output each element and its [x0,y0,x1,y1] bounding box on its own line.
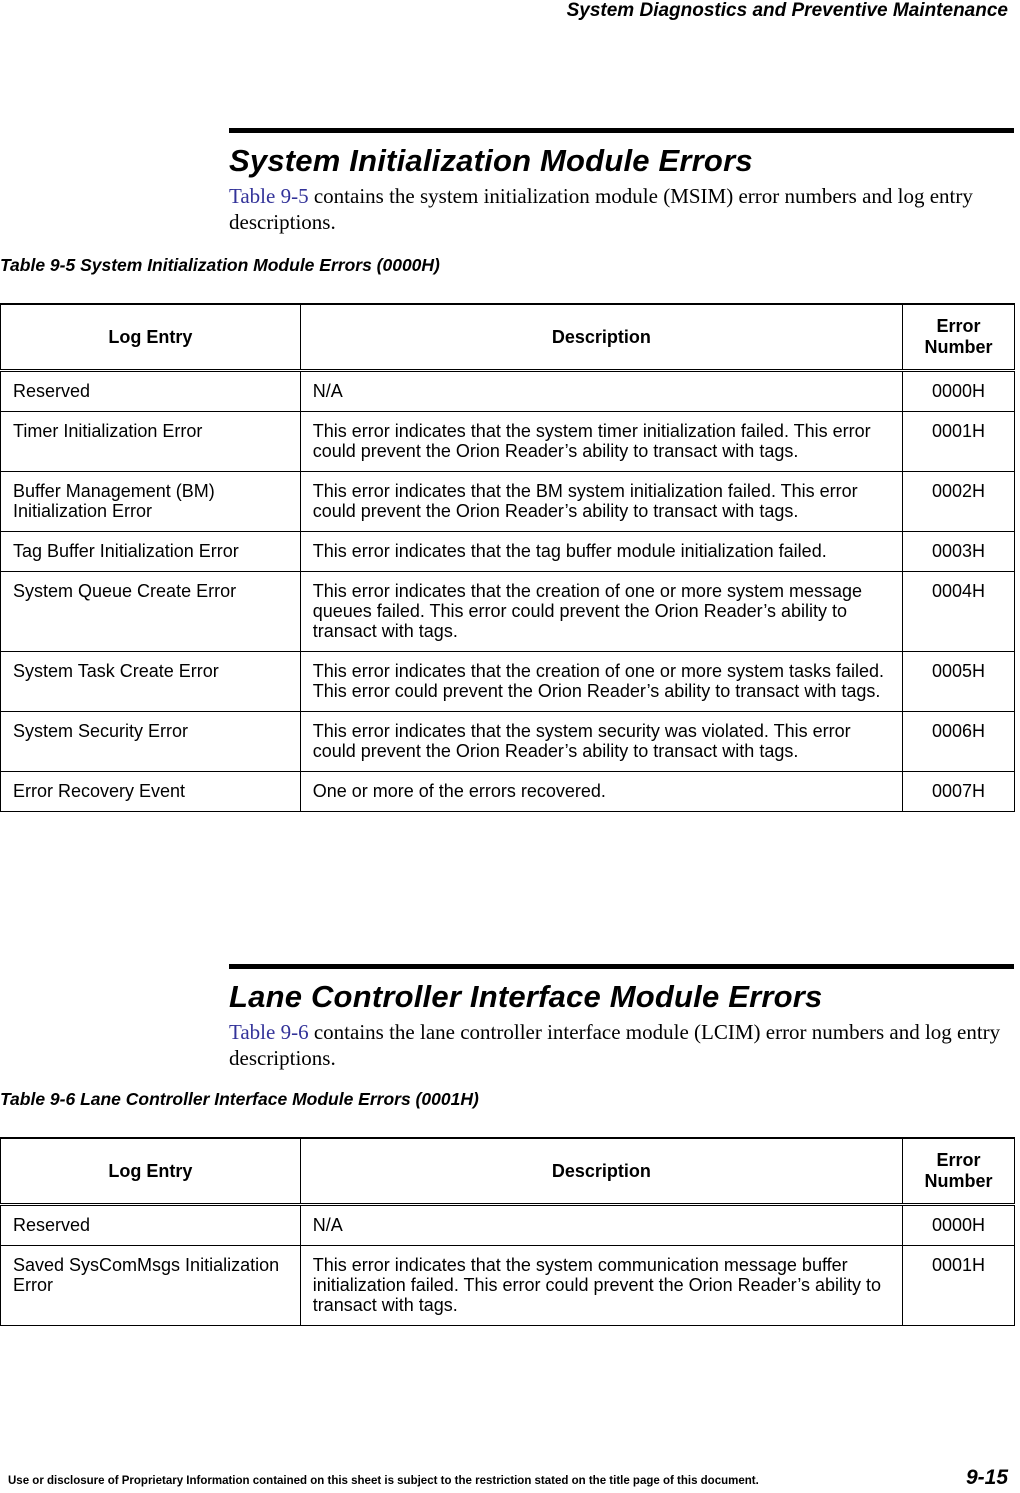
error-number-cell: 0003H [903,532,1015,572]
description-cell: This error indicates that the creation of one or more system message queues failed. This error could prevent the Orion Reader’s ability to transact with tags. [300,572,902,652]
column-header-error-number: Error Number [903,1138,1015,1205]
error-number-cell: 0002H [903,472,1015,532]
column-header-log-entry: Log Entry [1,1138,301,1205]
log-entry-cell: Tag Buffer Initialization Error [1,532,301,572]
table-xref-link[interactable]: Table 9-6 [229,1020,309,1044]
table-caption: Table 9-6 Lane Controller Interface Module Errors (0001H) [0,1089,479,1109]
error-number-cell: 0001H [903,1246,1015,1326]
table-header-row [1,1138,1015,1205]
proprietary-notice: Use or disclosure of Proprietary Information contained on this sheet is subject to the restriction stated on the title page of this document. [8,1475,759,1487]
error-number-cell: 0001H [903,412,1015,472]
table-row [1,1205,1015,1246]
description-cell: This error indicates that the system timer initialization failed. This error could prevent the Orion Reader’s ability to transact with tags. [300,412,902,472]
description-cell: This error indicates that the creation of one or more system tasks failed. This error could prevent the Orion Reader’s ability to transact with tags. [300,652,902,712]
description-cell: One or more of the errors recovered. [300,772,902,812]
table-row [1,371,1015,412]
section-intro [229,1019,1014,1071]
error-number-cell: 0005H [903,652,1015,712]
table-row [1,532,1015,572]
description-cell: This error indicates that the tag buffer module initialization failed. [300,532,902,572]
log-entry-cell: Buffer Management (BM) Initialization Error [1,472,301,532]
table-header-row [1,304,1015,371]
msim-error-table [0,303,1015,812]
log-entry-cell: Error Recovery Event [1,772,301,812]
description-cell: This error indicates that the system communication message buffer initialization failed. This error could prevent the Orion Reader’s ability to transact with tags. [300,1246,902,1326]
page-number: 9-15 [965,1466,1008,1489]
section-intro [229,183,1014,235]
error-number-cell: 0006H [903,712,1015,772]
column-header-error-number: Error Number [903,304,1015,371]
lcim-error-table [0,1137,1015,1326]
intro-text: contains the lane controller interface module (LCIM) error numbers and log entry descriptions. [229,1020,1001,1070]
section-rule [229,964,1014,969]
log-entry-cell: Reserved [1,1205,301,1246]
section-title: Lane Controller Interface Module Errors [229,979,823,1014]
error-number-cell: 0000H [903,371,1015,412]
error-number-cell: 0004H [903,572,1015,652]
section-system-initialization [229,128,1014,235]
section-lane-controller-interface [229,964,1014,1071]
description-cell: This error indicates that the system security was violated. This error could prevent the Orion Reader’s ability to transact with tags. [300,712,902,772]
description-cell: This error indicates that the BM system initialization failed. This error could prevent the Orion Reader’s ability to transact with tags. [300,472,902,532]
table-row [1,712,1015,772]
column-header-description: Description [300,304,902,371]
table-xref-link[interactable]: Table 9-5 [229,184,309,208]
section-rule [229,128,1014,133]
running-header: System Diagnostics and Preventive Maintenance [566,0,1008,21]
table-row [1,572,1015,652]
column-header-log-entry: Log Entry [1,304,301,371]
description-cell: N/A [300,1205,902,1246]
error-number-cell: 0000H [903,1205,1015,1246]
section-title: System Initialization Module Errors [229,143,753,178]
table-caption: Table 9-5 System Initialization Module Errors (0000H) [0,255,440,275]
error-number-cell: 0007H [903,772,1015,812]
table-row [1,772,1015,812]
log-entry-cell: Saved SysComMsgs Initialization Error [1,1246,301,1326]
log-entry-cell: System Security Error [1,712,301,772]
table-row [1,652,1015,712]
table-row [1,472,1015,532]
table-row [1,412,1015,472]
table-row [1,1246,1015,1326]
column-header-description: Description [300,1138,902,1205]
log-entry-cell: Timer Initialization Error [1,412,301,472]
description-cell: N/A [300,371,902,412]
log-entry-cell: System Queue Create Error [1,572,301,652]
log-entry-cell: System Task Create Error [1,652,301,712]
intro-text: contains the system initialization module (MSIM) error numbers and log entry descriptions. [229,184,973,234]
log-entry-cell: Reserved [1,371,301,412]
